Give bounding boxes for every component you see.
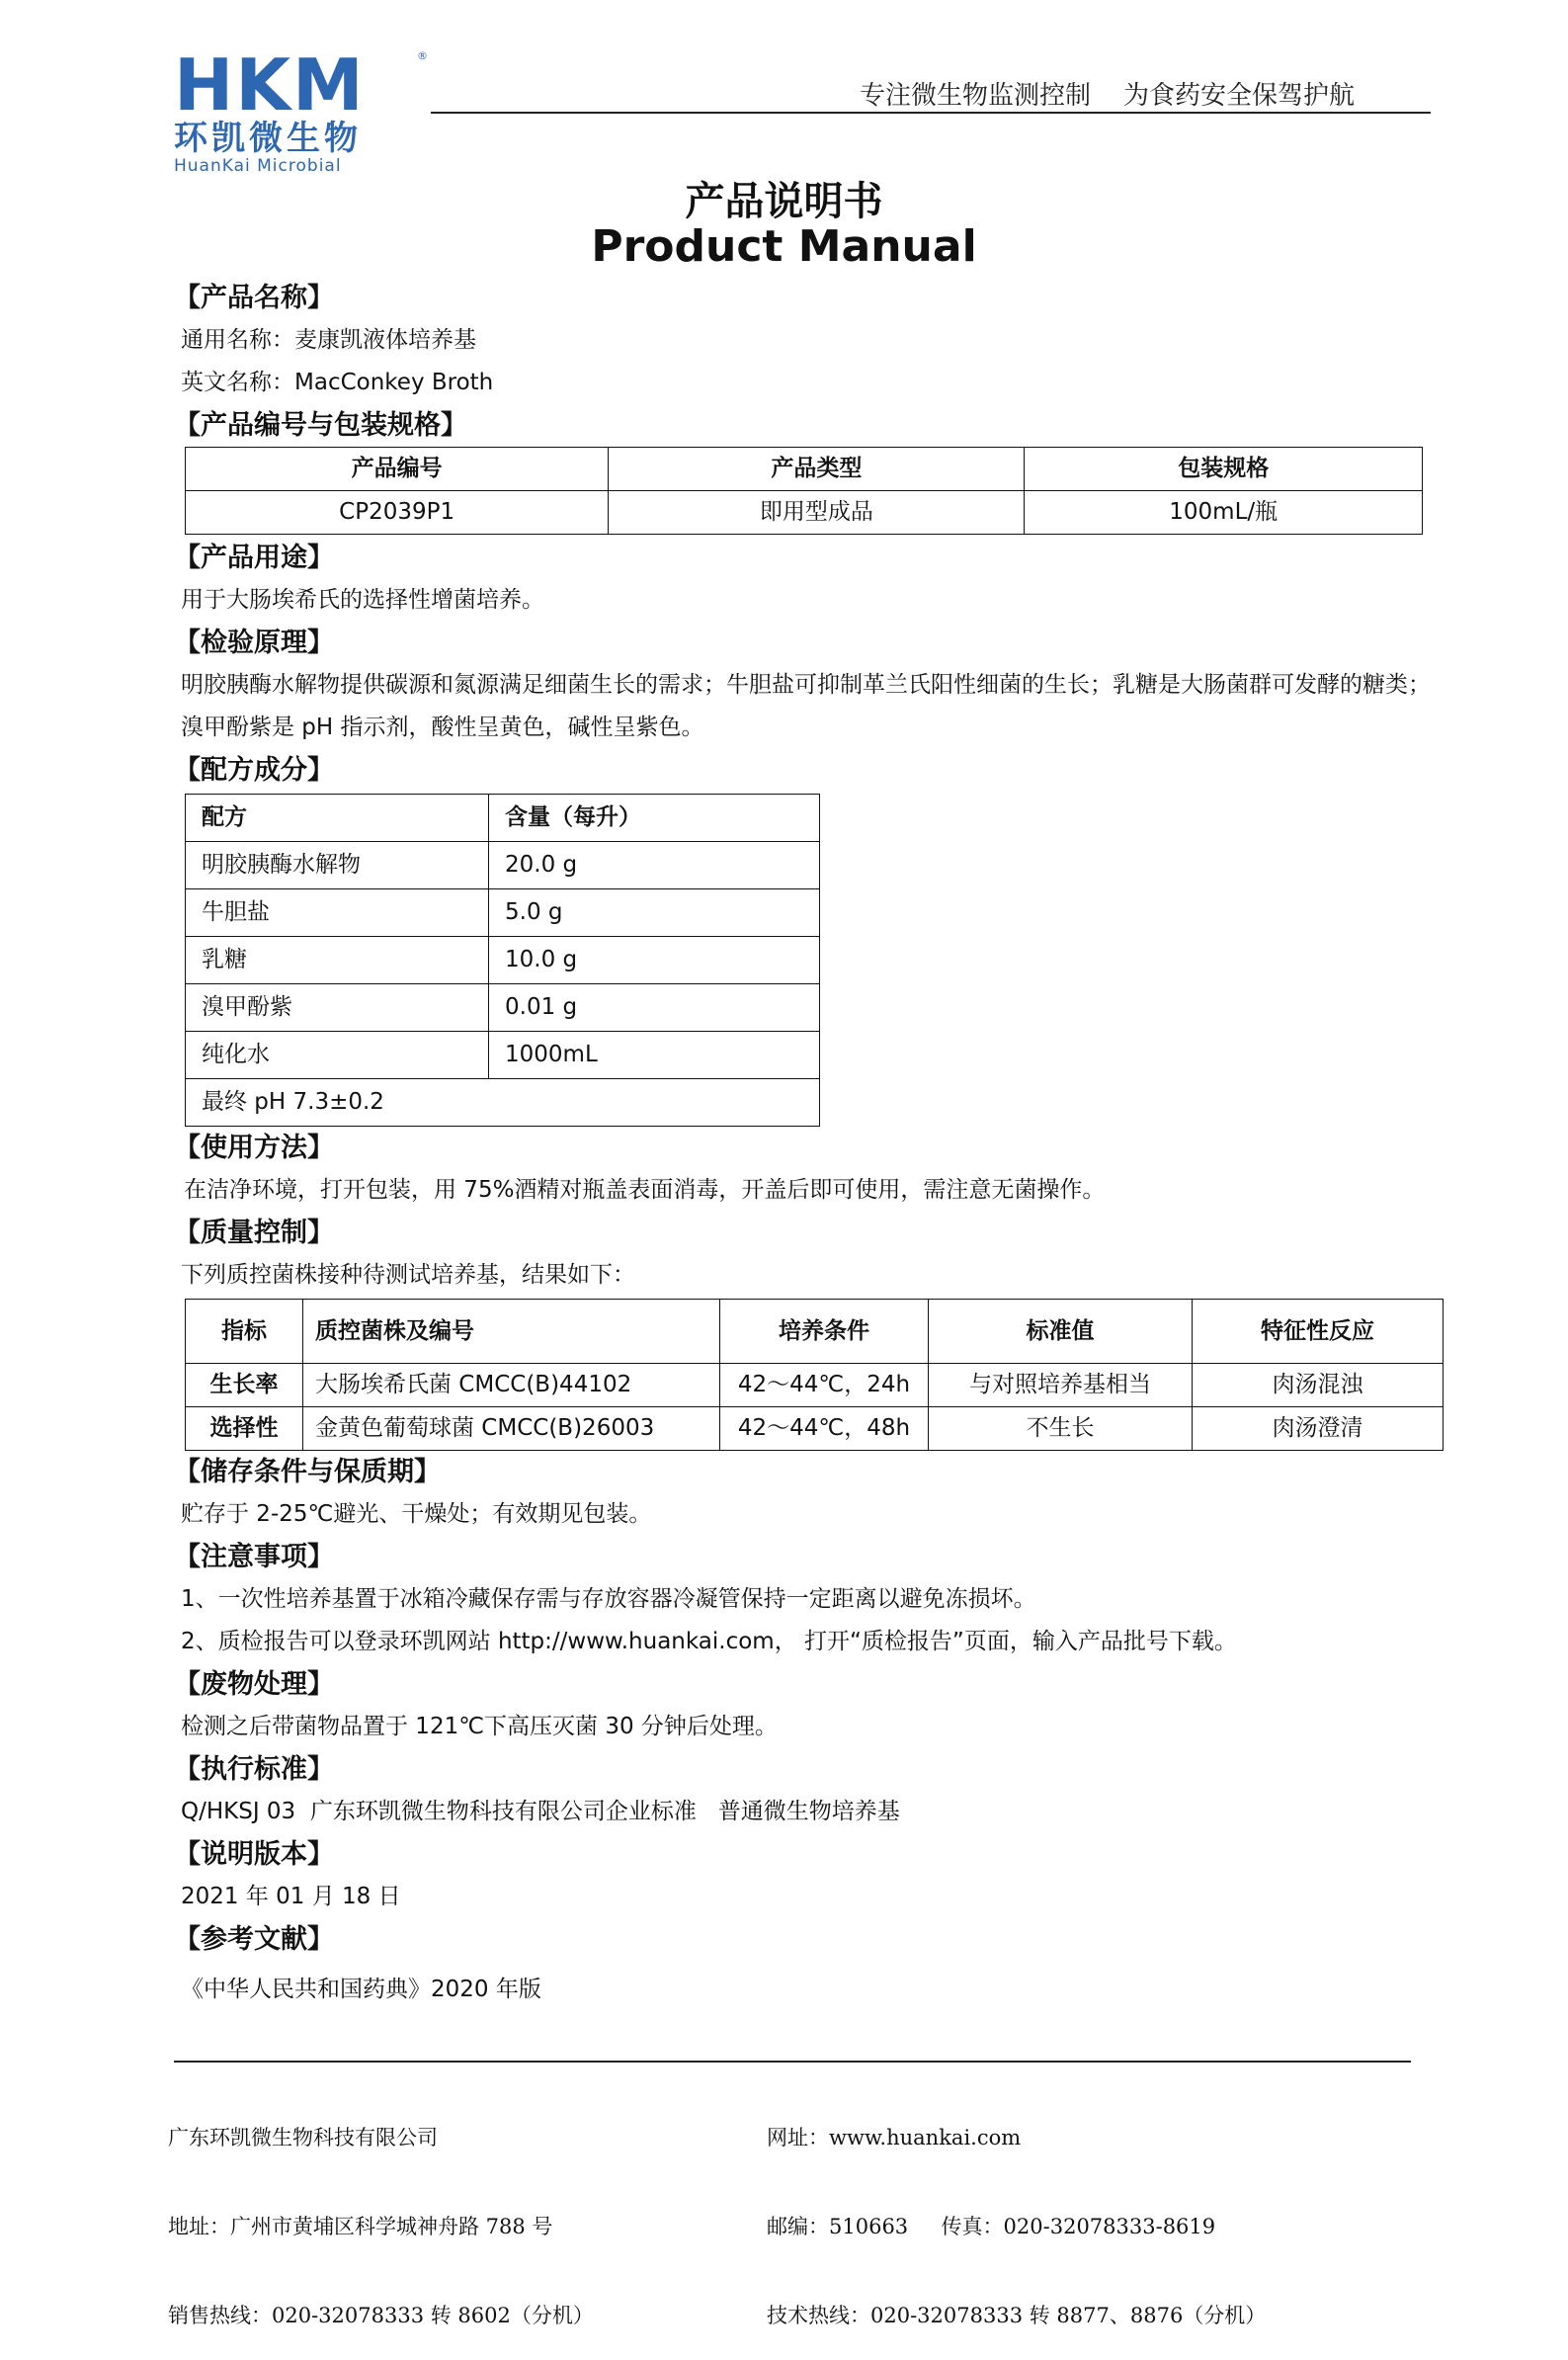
- qc-intro: 下列质控菌株接种待测试培养基，结果如下：: [181, 1262, 635, 1288]
- footer-sales-hotline: 销售热线：020-32078333 转 8602（分机）: [168, 2304, 594, 2327]
- footer-address: 地址：广州市黄埔区科学城神舟路 788 号: [168, 2215, 553, 2238]
- table-cell: CP2039P1: [186, 491, 609, 535]
- table-row: [186, 984, 820, 1032]
- page-title-cn: 产品说明书: [685, 179, 883, 224]
- english-name: 英文名称：MacConkey Broth: [181, 370, 494, 395]
- note-item: 1、一次性培养基置于冰箱冷藏保存需与存放容器冷凝管保持一定距离以避免冻损坏。: [181, 1586, 1036, 1612]
- table-cell: 20.0 g: [489, 842, 820, 889]
- table-cell: 肉汤混浊: [1193, 1364, 1444, 1407]
- spec-table: [185, 447, 1423, 535]
- table-header-cell: 含量（每升）: [489, 795, 820, 842]
- table-row: [186, 937, 820, 984]
- table-cell: 乳糖: [186, 937, 489, 984]
- logo-chinese-name: 环凯微生物: [174, 119, 362, 158]
- reference-text: 《中华人民共和国药典》2020 年版: [181, 1977, 541, 2002]
- table-row: [186, 1364, 1444, 1407]
- standard-text: Q/HKSJ 03 广东环凯微生物科技有限公司企业标准 普通微生物培养基: [181, 1799, 900, 1824]
- table-row: [186, 842, 820, 889]
- footer-right: [767, 2064, 1266, 2360]
- table-cell: 与对照培养基相当: [929, 1364, 1193, 1407]
- table-header-cell: 指标: [186, 1300, 303, 1364]
- logo-mark: HKM: [174, 43, 366, 126]
- footer-company: 广东环凯微生物科技有限公司: [168, 2126, 438, 2149]
- note-item: 2、质检报告可以登录环凯网站 http://www.huankai.com， 打开“质检报告”页面，输入产品批号下载。: [181, 1629, 1237, 1654]
- section-heading-method: 【使用方法】: [174, 1133, 334, 1163]
- section-heading-disposal: 【废物处理】: [174, 1669, 334, 1700]
- table-cell: 选择性: [186, 1407, 303, 1451]
- table-cell: 大肠埃希氏菌 CMCC(B)44102: [303, 1364, 720, 1407]
- table-cell: 生长率: [186, 1364, 303, 1407]
- table-cell: 金黄色葡萄球菌 CMCC(B)26003: [303, 1407, 720, 1451]
- table-header-cell: 产品编号: [186, 448, 609, 491]
- table-cell: 牛胆盐: [186, 889, 489, 937]
- method-text: 在洁净环境，打开包装，用 75%酒精对瓶盖表面消毒，开盖后即可使用，需注意无菌操作。: [184, 1177, 1106, 1203]
- table-cell: 5.0 g: [489, 889, 820, 937]
- section-heading-qc: 【质量控制】: [174, 1218, 334, 1248]
- table-row: [186, 889, 820, 937]
- footer-website: 网址：www.huankai.com: [767, 2126, 1022, 2149]
- table-cell: 即用型成品: [609, 491, 1025, 535]
- document-body: [174, 277, 1431, 2011]
- disposal-text: 检测之后带菌物品置于 121℃下高压灭菌 30 分钟后处理。: [181, 1714, 778, 1739]
- table-cell: 肉汤澄清: [1193, 1407, 1444, 1451]
- section-heading-storage: 【储存条件与保质期】: [174, 1457, 441, 1487]
- table-row: [186, 1032, 820, 1079]
- table-cell: 10.0 g: [489, 937, 820, 984]
- table-cell: 溴甲酚紫: [186, 984, 489, 1032]
- table-row: [186, 1407, 1444, 1451]
- table-row: [186, 491, 1423, 535]
- table-header-cell: 产品类型: [609, 448, 1025, 491]
- logo-english-name: HuanKai Microbial: [174, 156, 342, 176]
- registered-mark: ®: [417, 49, 428, 62]
- table-header-row: [186, 795, 820, 842]
- page-title-en: Product Manual: [591, 221, 977, 272]
- table-cell: 不生长: [929, 1407, 1193, 1451]
- table-header-cell: 培养条件: [720, 1300, 929, 1364]
- table-header-cell: 包装规格: [1025, 448, 1423, 491]
- section-heading-formula: 【配方成分】: [174, 755, 334, 786]
- final-ph-cell: 最终 pH 7.3±0.2: [186, 1079, 820, 1127]
- section-heading-name: 【产品名称】: [174, 283, 334, 313]
- principle-text: 明胶胰酶水解物提供碳源和氮源满足细菌生长的需求；牛胆盐可抑制革兰氏阳性细菌的生长；乳糖是大肠菌群可发酵的糖类；溴甲酚紫是 pH 指示剂，酸性呈黄色，碱性呈紫色。: [181, 672, 1431, 740]
- company-logo: [174, 43, 431, 176]
- table-cell: 明胶胰酶水解物: [186, 842, 489, 889]
- use-text: 用于大肠埃希氏的选择性增菌培养。: [181, 587, 544, 613]
- table-cell: 纯化水: [186, 1032, 489, 1079]
- section-heading-version: 【说明版本】: [174, 1839, 334, 1870]
- header-divider: [431, 112, 1431, 114]
- section-heading-spec: 【产品编号与包装规格】: [174, 410, 467, 441]
- footer-tech-hotline: 技术热线：020-32078333 转 8877、8876（分机）: [767, 2304, 1267, 2327]
- footer-left: [168, 2064, 594, 2360]
- section-heading-principle: 【检验原理】: [174, 628, 334, 658]
- table-cell: 42～44℃，24h: [720, 1364, 929, 1407]
- section-heading-use: 【产品用途】: [174, 543, 334, 573]
- table-header-cell: 标准值: [929, 1300, 1193, 1364]
- table-cell: 100mL/瓶: [1025, 491, 1423, 535]
- qc-table: [185, 1299, 1444, 1451]
- table-cell: 42～44℃，48h: [720, 1407, 929, 1451]
- table-header-cell: 特征性反应: [1193, 1300, 1444, 1364]
- section-heading-standard: 【执行标准】: [174, 1754, 334, 1785]
- header-slogan: 专注微生物监测控制 为食药安全保驾护航: [860, 81, 1356, 111]
- section-heading-notes: 【注意事项】: [174, 1542, 334, 1572]
- section-heading-reference: 【参考文献】: [174, 1924, 334, 1955]
- table-cell: 0.01 g: [489, 984, 820, 1032]
- storage-text: 贮存于 2-25℃避光、干燥处；有效期见包装。: [181, 1501, 652, 1527]
- table-header-cell: 配方: [186, 795, 489, 842]
- table-header-row: [186, 1300, 1444, 1364]
- table-header-row: [186, 448, 1423, 491]
- table-row: [186, 1079, 820, 1127]
- table-cell: 1000mL: [489, 1032, 820, 1079]
- footer-postal-fax: 邮编：510663 传真：020-32078333-8619: [767, 2215, 1216, 2238]
- common-name: 通用名称：麦康凯液体培养基: [181, 327, 476, 353]
- footer-divider: [174, 2061, 1411, 2063]
- table-header-cell: 质控菌株及编号: [303, 1300, 720, 1364]
- formula-table: [185, 794, 820, 1127]
- version-text: 2021 年 01 月 18 日: [181, 1884, 401, 1909]
